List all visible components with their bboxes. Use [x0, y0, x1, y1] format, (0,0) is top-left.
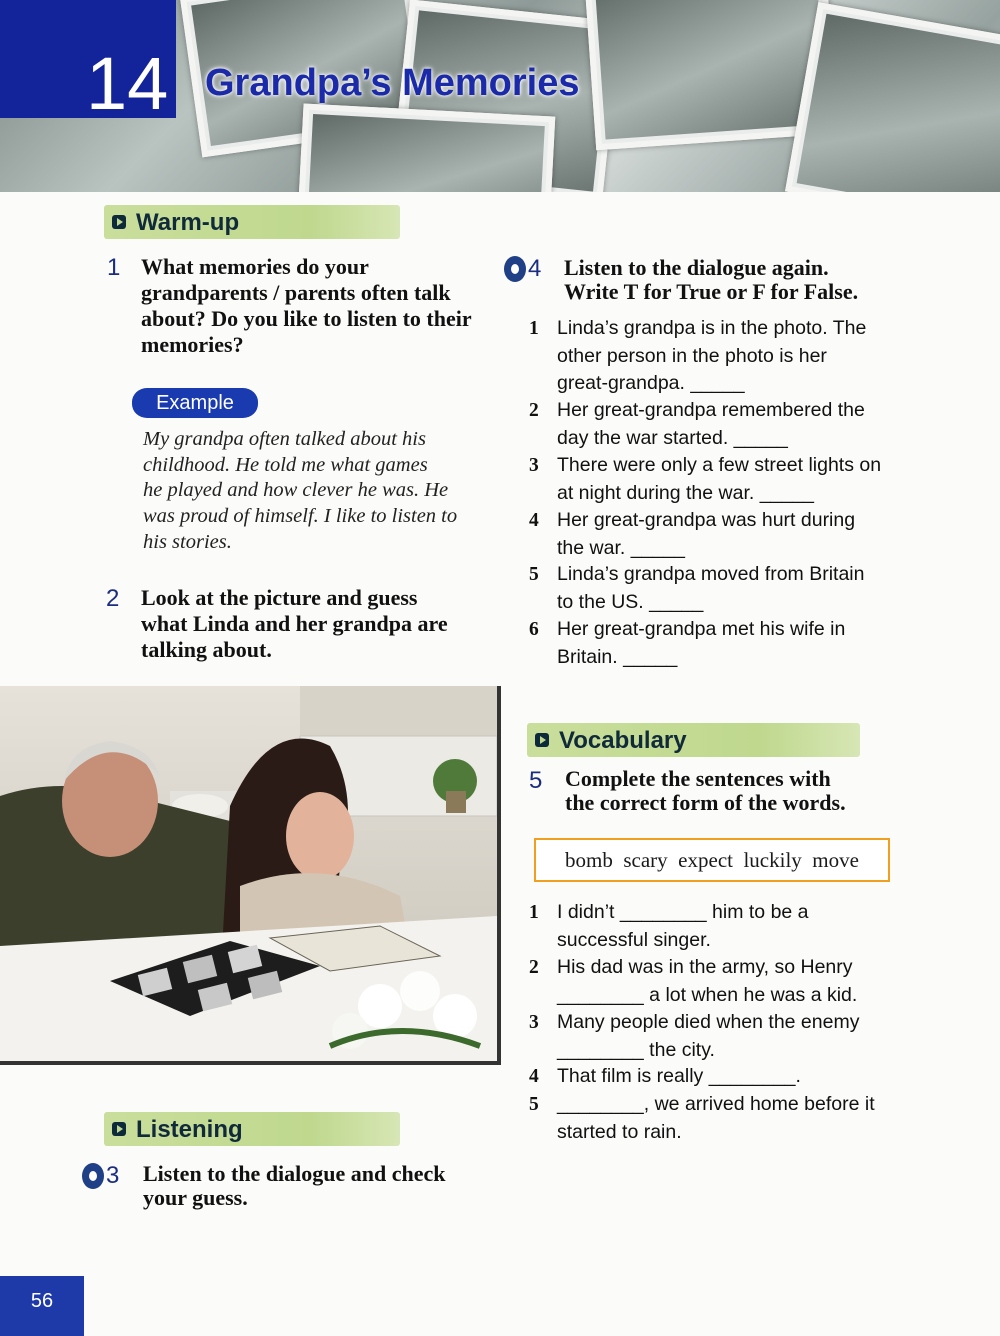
- section-title: Warm-up: [136, 209, 240, 236]
- play-icon: [535, 733, 549, 747]
- item-line: great-grandpa. _____: [557, 372, 745, 394]
- item-text: [557, 452, 881, 507]
- item-line: I didn’t ________ him to be a: [557, 901, 809, 923]
- tf-item: [529, 507, 929, 562]
- item-line: ________ a lot when he was a kid.: [557, 983, 858, 1006]
- plant-pot: [446, 791, 466, 813]
- photo-illustration: [0, 686, 497, 1061]
- question-line: your guess.: [143, 1185, 248, 1210]
- item-text: [557, 1091, 875, 1146]
- example-line: My grandpa often talked about his: [143, 428, 426, 450]
- fill-in-item: [529, 954, 929, 1009]
- question-line: Look at the picture and guess: [141, 585, 418, 610]
- fill-in-item: [529, 1091, 929, 1146]
- question-line: what Linda and her grandpa are: [141, 611, 448, 636]
- question-number: 4: [528, 255, 542, 282]
- question-1-text: What memories do your grandparents / parents often talk about? Do you like to listen to their memories?: [141, 254, 472, 357]
- tf-item: [529, 616, 929, 671]
- item-line: Linda’s grandpa moved from Britain: [557, 563, 865, 585]
- fill-in-item: [529, 899, 929, 954]
- item-line: Britain. _____: [557, 645, 678, 668]
- word-box: bomb scary expect luckily move: [534, 838, 890, 882]
- item-line: ________, we arrived home before it: [557, 1093, 875, 1115]
- question-line: Complete the sentences with: [565, 766, 831, 791]
- item-line: at night during the war. _____: [557, 481, 814, 504]
- item-text: [557, 1063, 801, 1091]
- item-text: [557, 1009, 859, 1064]
- question-line: Listen to the dialogue again.: [564, 255, 829, 280]
- question-3-text: [143, 1162, 503, 1210]
- item-line: Her great-grandpa was hurt during: [557, 509, 856, 531]
- question-line: talking about.: [141, 637, 272, 662]
- item-number: 3: [529, 1012, 539, 1033]
- item-text: [557, 954, 857, 1009]
- question-number: 5: [529, 767, 543, 794]
- item-text: [557, 899, 809, 954]
- item-number: 4: [529, 1066, 539, 1087]
- unit-title: Grandpa’s Memories: [205, 62, 580, 104]
- item-line: There were only a few street lights on: [557, 454, 882, 476]
- item-number: 5: [529, 1094, 539, 1115]
- item-text: [557, 561, 864, 616]
- unit-number: 14: [86, 42, 169, 125]
- item-number: 4: [529, 510, 539, 531]
- question-4-text: [564, 256, 964, 304]
- question-number: 1: [107, 254, 121, 281]
- item-line: the war. _____: [557, 536, 685, 559]
- item-number: 6: [529, 619, 539, 640]
- item-text: [557, 315, 866, 398]
- item-line: to the US. _____: [557, 590, 704, 613]
- question-5-text: [565, 767, 965, 815]
- item-line: ________ the city.: [557, 1038, 715, 1061]
- question-line: the correct form of the words.: [565, 790, 846, 815]
- example-line: childhood. He told me what games: [143, 453, 428, 476]
- question-line: Write T for True or F for False.: [564, 279, 859, 304]
- white-flower: [400, 971, 440, 1011]
- section-heading-warmup: [104, 205, 400, 239]
- section-title: Vocabulary: [559, 727, 687, 754]
- item-line: started to rain.: [557, 1120, 682, 1143]
- question-line: Listen to the dialogue and check: [143, 1161, 446, 1186]
- item-number: 1: [529, 318, 539, 339]
- grandpa-and-linda-photo: [0, 686, 501, 1065]
- item-line: day the war started. _____: [557, 426, 788, 449]
- item-line: Her great-grandpa met his wife in: [557, 618, 846, 640]
- item-number: 2: [529, 400, 539, 421]
- section-heading-vocabulary: [527, 723, 860, 757]
- question-number: 3: [106, 1162, 120, 1189]
- item-text: [557, 507, 855, 562]
- section-heading-listening: [104, 1112, 400, 1146]
- item-line: Her great-grandpa remembered the: [557, 399, 865, 421]
- item-line: successful singer.: [557, 928, 711, 951]
- white-flower: [433, 994, 477, 1038]
- item-number: 5: [529, 564, 539, 585]
- item-text: [557, 397, 865, 452]
- example-line: was proud of himself. I like to listen to: [143, 505, 458, 528]
- item-line: other person in the photo is her: [557, 344, 827, 367]
- linda-face: [286, 792, 354, 880]
- fill-in-item: [529, 1009, 929, 1064]
- tf-item: [529, 452, 929, 507]
- item-line: His dad was in the army, so Henry: [557, 956, 853, 978]
- photo-collage: [785, 2, 1000, 192]
- question-number: 2: [106, 585, 120, 612]
- play-icon: [112, 1122, 126, 1136]
- example-line: he played and how clever he was. He: [143, 479, 449, 502]
- item-number: 3: [529, 455, 539, 476]
- item-line: That film is really ________.: [557, 1065, 801, 1087]
- example-text: [143, 427, 503, 556]
- item-text: [557, 616, 845, 671]
- item-number: 1: [529, 902, 539, 923]
- item-line: Many people died when the enemy: [557, 1011, 860, 1033]
- photo-collage: [297, 103, 556, 192]
- audio-cd-icon[interactable]: [82, 1163, 104, 1189]
- tf-item: [529, 315, 929, 397]
- tf-item: [529, 561, 929, 616]
- audio-cd-icon[interactable]: [504, 256, 526, 282]
- section-title: Listening: [136, 1116, 243, 1143]
- question-2-text: [141, 585, 501, 663]
- fill-in-item: [529, 1063, 929, 1091]
- item-line: Linda’s grandpa is in the photo. The: [557, 317, 867, 339]
- play-icon: [112, 215, 126, 229]
- page-number: 56: [30, 1290, 54, 1312]
- example-line: his stories.: [143, 530, 232, 553]
- item-number: 2: [529, 957, 539, 978]
- tf-item: [529, 397, 929, 452]
- example-badge: Example: [132, 388, 258, 418]
